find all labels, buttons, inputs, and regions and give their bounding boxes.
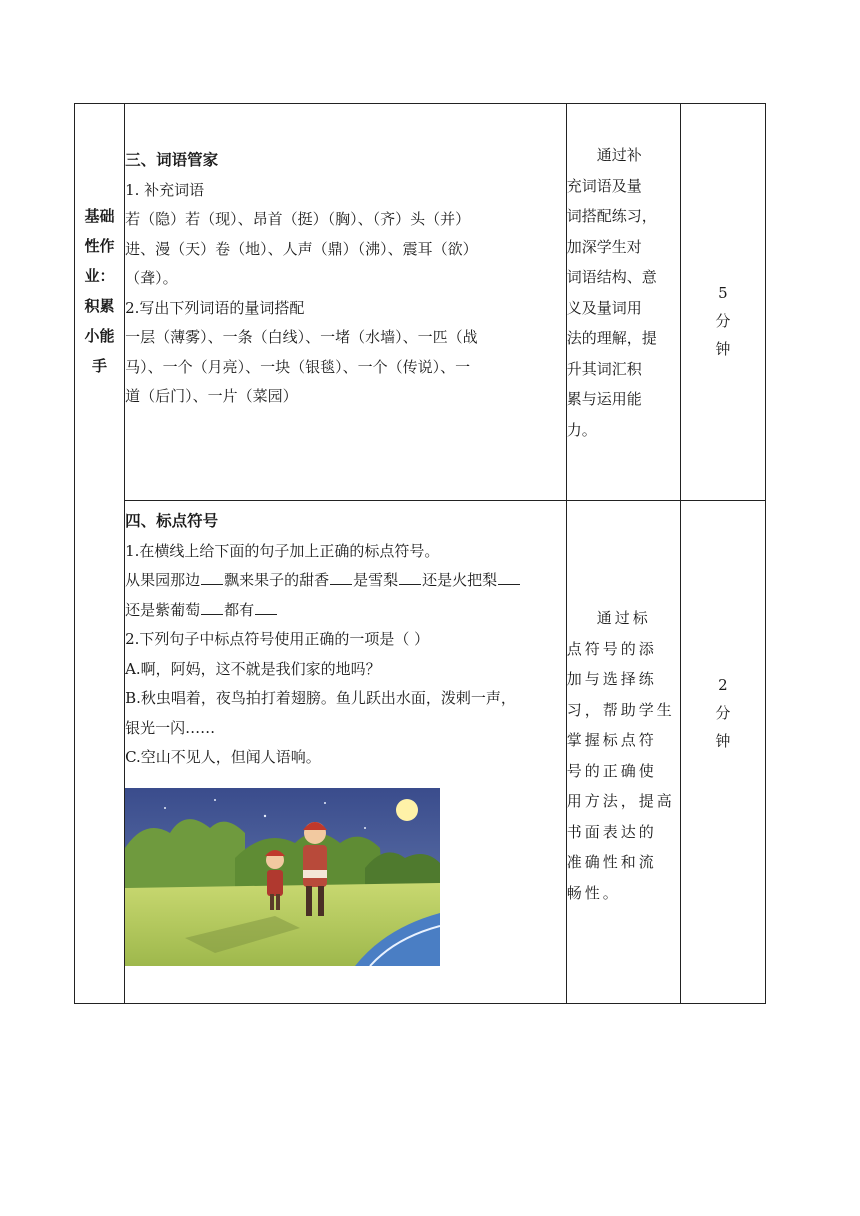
option-b-continued: 银光一闪…… <box>125 718 216 737</box>
option-b: B.秋虫唱着，夜鸟拍打着翅膀。鱼儿跃出水面，泼剌一声， <box>125 689 516 707</box>
table-row-punctuation <box>75 501 766 1004</box>
exercise-line: 一层（薄雾）、一条（白线）、一堵（水墙）、一匹（战 <box>125 328 478 346</box>
blank-line[interactable] <box>399 568 421 585</box>
exercise-line: 进、漫（天）卷（地）、人声（鼎）（沸）、震耳（欲） <box>125 239 478 258</box>
question-1: 1.在横线上给下面的句子加上正确的标点符号。 <box>125 541 440 560</box>
blank-line[interactable] <box>255 598 277 615</box>
question-2: 2.下列句子中标点符号使用正确的一项是（ ） <box>125 630 430 648</box>
vocabulary-content-cell <box>125 104 567 501</box>
blank-line[interactable] <box>498 568 520 585</box>
category-cell <box>75 104 125 1004</box>
goal-cell: 通过补 充词语及量 词搭配练习， 加深学生对 词语结构、意 义及量词用 法的理解，提 升其词汇积 累与运用能 力。 <box>566 104 680 501</box>
table-row-vocabulary <box>75 104 766 501</box>
option-c: C.空山不见人，但闻人语响。 <box>125 748 321 766</box>
exercise-line: （聋）。 <box>125 269 178 287</box>
worksheet-table <box>74 103 766 1004</box>
section-title: 四、标点符号 <box>125 512 219 530</box>
fill-in-sentence: 从果园那边 飘来果子的甜香 是雪梨 还是火把梨 还是紫葡萄 都有 <box>125 566 566 625</box>
category-label: 基础 性作 业： 积累 小能 手 <box>84 207 115 375</box>
exercise-line: 马）、一个（月亮）、一块（银毯）、一个（传说）、一 <box>125 357 471 376</box>
punctuation-content-cell <box>125 501 567 1004</box>
time-cell: 5 分 钟 <box>680 104 765 501</box>
time-cell: 2 分 钟 <box>680 501 765 1004</box>
goal-cell: 通过标 点符号的添 加与选择练 习，帮助学生 掌握标点符 号的正确使 用方法，提高 书面表达的 准确性和流 畅性。 <box>566 501 680 1004</box>
blank-line[interactable] <box>330 568 352 585</box>
exercise-line: 1. 补充词语 <box>125 180 205 199</box>
exercise-line: 2.写出下列词语的量词搭配 <box>125 298 305 317</box>
blank-line[interactable] <box>201 568 223 585</box>
section-title: 三、词语管家 <box>125 151 219 169</box>
blank-line[interactable] <box>201 598 223 615</box>
exercise-line: 道（后门）、一片（菜园） <box>125 387 298 405</box>
exercise-line: 若（隐）若（现）、昂首（挺）（胸）、（齐）头（并） <box>125 210 471 228</box>
moon-icon <box>396 799 418 821</box>
night-walk-illustration <box>125 788 440 966</box>
option-a: A.啊，阿妈，这不就是我们家的地吗？ <box>125 659 381 678</box>
